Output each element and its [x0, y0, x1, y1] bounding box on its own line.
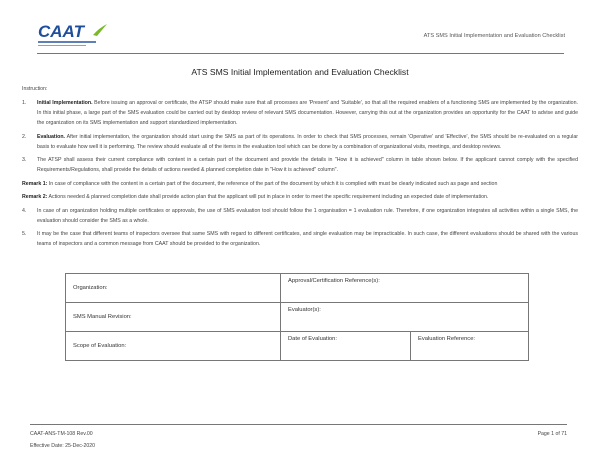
header-divider [37, 53, 564, 54]
remark-text: Actions needed & planned completion date shall provide action plan that the applicant will put in place in order to meet the specific requirement including an expected date of implementation. [47, 194, 489, 200]
item-number: 3. [22, 157, 27, 163]
item-text: In case of an organization holding multiple certificates or approvals, the use of SMS evaluation tool should follow the 1 organisation = 1 evaluation rule. Therefore, if one organization integrates all activities within a single SMS, the evaluation should consider the SMS as a whole. [37, 207, 578, 224]
approval-reference-field[interactable]: Approval/Certification Reference(s): [281, 274, 529, 303]
remark-2 [22, 192, 578, 202]
footer-doc-code: CAAT-ANS-TM-108 Rev.00 [30, 431, 93, 437]
manual-revision-field[interactable]: SMS Manual Revision: [66, 303, 281, 332]
item-text: It may be the case that different teams of inspectors oversee that same SMS with regard to different certificates, and single evaluation may be impracticable. In such case, the different evaluations should be shared with the various teams of inspectors and a common message from CAAT should be provided to the organization. [37, 231, 578, 247]
instruction-label: Instruction: [22, 86, 48, 92]
remark-1 [22, 179, 578, 189]
item-number: 4. [22, 207, 27, 214]
footer-effective-date: Effective Date: 25-Dec-2020 [30, 443, 96, 449]
item-number: 5. [22, 231, 27, 237]
item-number: 1. [22, 100, 27, 106]
instructions-body [22, 98, 578, 253]
footer-divider [30, 424, 567, 425]
instruction-item-5 [22, 229, 578, 249]
instruction-item-2 [22, 132, 578, 152]
remark-text: In case of compliance with the content in a certain part of the document, the reference of the part of the document by which it is complied with must be clearly indicated such as page and section [47, 180, 498, 187]
evaluation-reference-field[interactable]: Evaluation Reference: [411, 332, 529, 361]
logo-subtitle [38, 41, 96, 43]
item-heading: Initial Implementation. [37, 100, 93, 106]
header-doc-title: ATS SMS Initial Implementation and Evaluation Checklist [423, 33, 565, 39]
scope-field[interactable]: Scope of Evaluation: [66, 332, 281, 361]
evaluation-date-field[interactable]: Date of Evaluation: [281, 332, 411, 361]
logo-subtitle-en [38, 45, 86, 46]
instruction-item-3 [22, 155, 578, 175]
instruction-item-4 [22, 206, 578, 226]
page-title: ATS SMS Initial Implementation and Evaluation Checklist [191, 67, 409, 77]
remark-label: Remark 2: [22, 194, 48, 200]
evaluation-info-table [65, 273, 529, 361]
logo-swoosh-icon [93, 24, 107, 36]
item-heading: Evaluation. [37, 133, 66, 140]
item-text: The ATSP shall assess their current compliance with content in a certain part of the document and provide the details in "How it is achieved" column in table shown below. If the applicant cannot comply with the specified Requirements/Regulations, shall provide the details of actions needed & planned completion date in "How it is achieved" column". [37, 157, 578, 173]
logo-text: CAAT [38, 22, 84, 41]
item-text: Before issuing an approval or certificate, the ATSP should make sure that all processes are 'Present' and 'Suitable', so that all the required enablers of a functioning SMS are implemented by the organization. In this initial phase, a large part of the SMS evaluation could be carried out by desktop review of relevant SMS documentation. However, carrying this out at the organization provides an opportunity for the CAAT to advise and guide the organization on its SMS implementation and support standardized implementation. [37, 100, 578, 126]
evaluators-field[interactable]: Evaluator(s): [281, 303, 529, 332]
item-text: After initial implementation, the organization should start using the SMS as part of its operations. In order to check that SMS processes, remain 'Operative' and 'Effective', the SMS should be re-evaluated on a regular basis to evaluate how well it is performing. The review should evaluate all of the items in the evaluation tool which can be done by a combination of organizational visits, meetings, and desktop reviews. [37, 133, 578, 150]
remark-label: Remark 1: [22, 180, 48, 187]
instruction-item-1 [22, 98, 578, 128]
item-number: 2. [22, 133, 27, 140]
organization-field[interactable]: Organization: [66, 274, 281, 303]
footer-page-number: Page 1 of 71 [537, 431, 567, 437]
caat-logo [38, 24, 108, 52]
